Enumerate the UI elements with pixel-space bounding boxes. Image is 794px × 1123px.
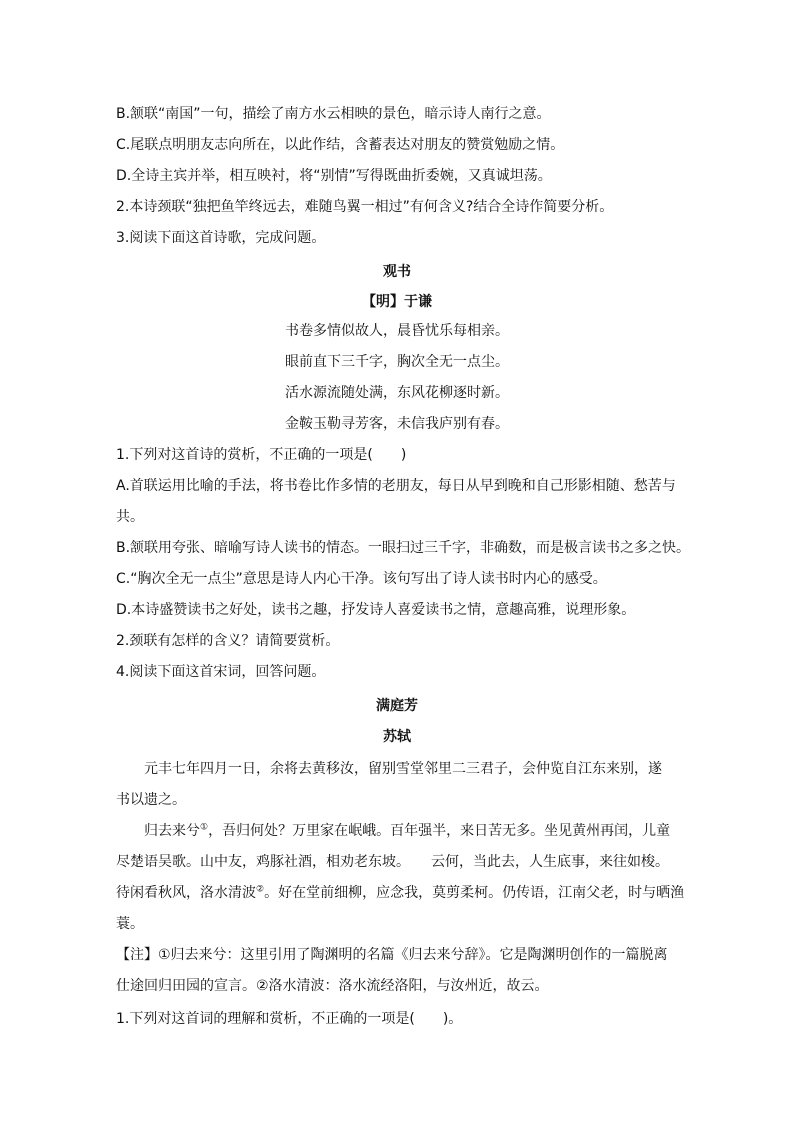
poem1-option-a-line1: A.首联运用比喻的手法，将书卷比作多情的老朋友，每日从早到晚和自己形影相随、愁苦与 <box>116 478 676 494</box>
poem1-option-b: B.颔联用夸张、暗喻写诗人读书的情态。一眼扫过三千字，非确数，而是极言读书之多之快。 <box>116 540 691 556</box>
option-b-line: B.颔联“南国”一句，描绘了南方水云相映的景色，暗示诗人南行之意。 <box>116 106 551 122</box>
poem2-note-line1: 【注】①归去来兮：这里引用了陶渊明的名篇《归去来兮辞》。它是陶渊明创作的一篇脱离 <box>116 947 668 963</box>
poem2-question-1: 1.下列对这首词的理解和赏析，不正确的一项是( )。 <box>116 1011 463 1027</box>
poem2-preface-line1: 元丰七年四月一日，余将去黄移汝，留别雪堂邻里二三君子，会仲览自江东来别，遂 <box>144 761 662 777</box>
footnote-marker: ① <box>200 822 209 833</box>
poem2-body-line1 <box>144 821 670 841</box>
poem2-author: 苏轼 <box>383 729 411 745</box>
poem1-option-d: D.本诗盛赞读书之好处，读书之趣，抒发诗人喜爱读书之情，意趣高雅，说理形象。 <box>116 602 636 618</box>
poem1-option-c: C.“胸次全无一点尘”意思是诗人内心干净。该句写出了诗人读书时内心的感受。 <box>116 571 607 587</box>
poem1-title: 观书 <box>383 264 411 280</box>
option-c-line: C.尾联点明朋友志向所在，以此作结，含蓄表达对朋友的赞赏勉励之情。 <box>116 137 565 153</box>
question-3-line: 3.阅读下面这首诗歌，完成问题。 <box>116 230 326 246</box>
question-2-line: 2.本诗颈联“独把鱼竿终远去，难随鸟翼一相过”有何含义?结合全诗作简要分析。 <box>116 199 614 215</box>
poem2-title: 满庭芳 <box>376 698 418 714</box>
body-text: 归去来兮 <box>144 823 200 839</box>
poem2-note-line2: 仕途回归田园的宣言。②洛水清波：洛水流经洛阳，与汝州近，故云。 <box>116 978 549 994</box>
poem2-preface-line2: 书以遗之。 <box>116 792 186 808</box>
poem1-option-a-line2: 共。 <box>116 509 144 525</box>
question-4-line: 4.阅读下面这首宋词，回答问题。 <box>116 664 326 680</box>
body-text: 待闲看秋风，洛水清波 <box>116 885 256 901</box>
poem2-body-line2: 尽楚语吴歌。山中友，鸡豚社酒，相劝老东坡。 云何，当此去，人生底事，来往如梭。 <box>116 854 669 870</box>
poem2-body-line4: 蓑。 <box>116 916 144 932</box>
poem1-line: 书卷多情似故人，晨昏忧乐每相亲。 <box>285 323 509 339</box>
poem1-line: 金鞍玉勒寻芳客，未信我庐别有春。 <box>285 416 509 432</box>
poem2-body-line3 <box>116 883 684 903</box>
poem1-line: 活水源流随处满，东风花柳逐时新。 <box>285 385 509 401</box>
body-text: ，吾归何处？万里家在岷峨。百年强半，来日苦无多。坐见黄州再闰，儿童 <box>208 823 671 839</box>
poem1-question-1: 1.下列对这首诗的赏析，不正确的一项是( ) <box>116 447 407 463</box>
option-d-line: D.全诗主宾并举，相互映衬，将“别情”写得既曲折委婉，又真诚坦荡。 <box>116 168 552 184</box>
footnote-marker: ② <box>256 884 265 895</box>
poem1-author: 【明】于谦 <box>362 294 432 310</box>
poem1-question-2: 2.颈联有怎样的含义？请简要赏析。 <box>116 633 340 649</box>
body-text: 。好在堂前细柳，应念我，莫剪柔柯。仍传语，江南父老，时与晒渔 <box>264 885 685 901</box>
poem1-line: 眼前直下三千字，胸次全无一点尘。 <box>285 354 509 370</box>
